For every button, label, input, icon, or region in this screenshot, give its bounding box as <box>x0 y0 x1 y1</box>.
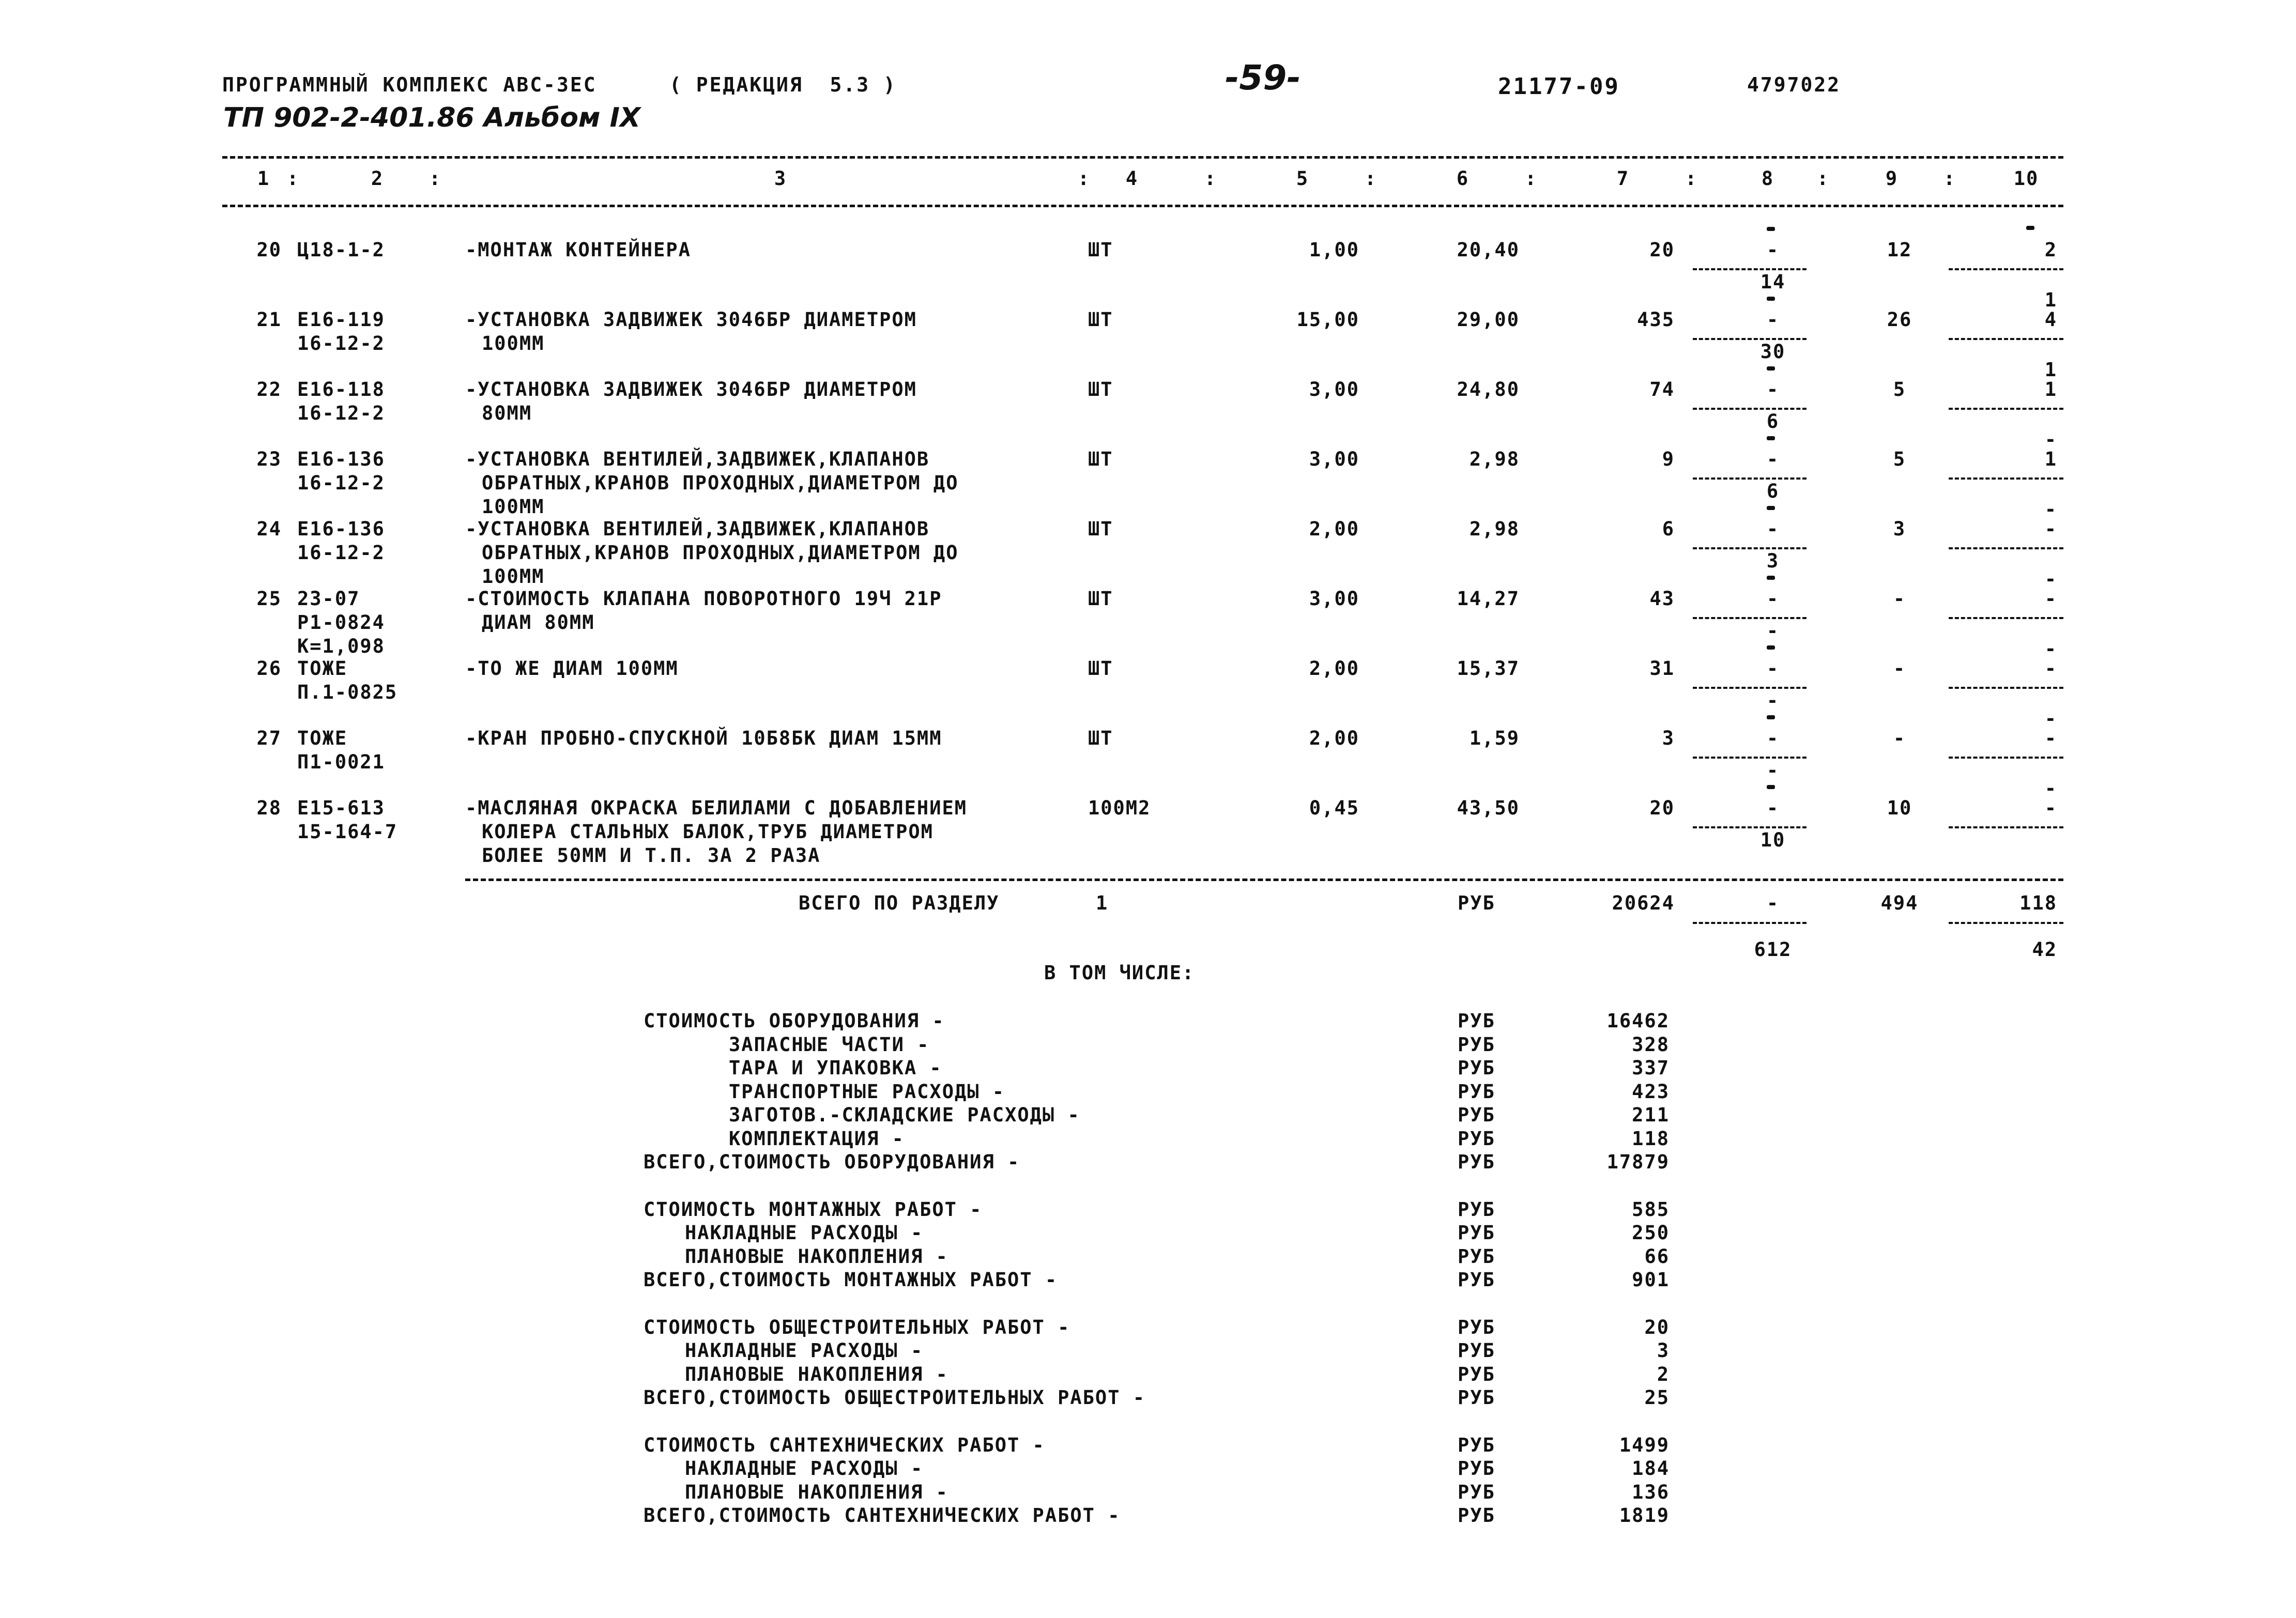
col9-value: 10 <box>1887 797 1912 819</box>
section-col10-rule <box>1949 922 2063 924</box>
col10-fraction-rule <box>1949 617 2063 619</box>
price-code: 16-12-2 <box>297 402 385 424</box>
col8-value: - <box>1766 727 1780 749</box>
quantity: 1,00 <box>1309 239 1359 261</box>
total-cost: 435 <box>1637 309 1675 331</box>
col8-value: - <box>1766 657 1780 680</box>
section-col8-sub-value: 612 <box>1754 938 1792 961</box>
total-cost: 20 <box>1649 239 1675 261</box>
unit: ШТ <box>1088 309 1113 331</box>
unit-price: 2,98 <box>1469 448 1520 470</box>
col8-sub-value: 6 <box>1766 410 1780 433</box>
cell-marker <box>1767 227 1775 231</box>
col10-value: 1 <box>2044 378 2057 400</box>
col10-value: - <box>2044 657 2057 680</box>
total-cost: 20 <box>1649 797 1675 819</box>
cell-marker <box>1767 297 1775 301</box>
quantity: 3,00 <box>1309 378 1359 400</box>
summary-unit: РУБ <box>1458 1057 1495 1079</box>
unit-price: 20,40 <box>1457 239 1520 261</box>
cell-marker <box>1767 436 1775 440</box>
column-separator: : <box>1365 167 1377 190</box>
col10-fraction-rule <box>1949 687 2063 689</box>
col8-value: - <box>1766 448 1780 470</box>
price-code: 23-07 <box>297 588 360 610</box>
summary-value: 20 <box>1644 1316 1670 1338</box>
column-header-9: 9 <box>1885 167 1899 190</box>
col8-value: - <box>1766 797 1780 819</box>
cell-marker <box>1767 576 1775 580</box>
cell-marker <box>1767 715 1775 719</box>
total-cost: 43 <box>1649 588 1675 610</box>
section-total-rule <box>465 879 2063 881</box>
work-name: ДИАМ 80ММ <box>482 611 595 634</box>
unit-price: 2,98 <box>1469 518 1520 540</box>
price-code: П.1-0825 <box>297 681 398 703</box>
unit: ШТ <box>1088 727 1113 749</box>
page-number: -59- <box>1225 58 1301 98</box>
summary-value: 25 <box>1644 1386 1670 1409</box>
col10-top-value: - <box>2044 707 2057 730</box>
summary-value: 1819 <box>1619 1504 1670 1527</box>
price-code: Е16-136 <box>297 448 385 470</box>
column-separator: : <box>1078 167 1091 190</box>
work-name: 80ММ <box>482 402 532 424</box>
unit-price: 24,80 <box>1457 378 1520 400</box>
summary-label: НАКЛАДНЫЕ РАСХОДЫ - <box>685 1457 924 1480</box>
col10-fraction-rule <box>1949 826 2063 828</box>
column-separator: : <box>287 167 300 190</box>
price-code: ТОЖЕ <box>297 657 348 680</box>
col8-sub-value: 3 <box>1766 550 1780 572</box>
summary-label: ВСЕГО,СТОИМОСТЬ САНТЕХНИЧЕСКИХ РАБОТ - <box>644 1504 1121 1527</box>
col10-value: - <box>2044 727 2057 749</box>
row-number: 23 <box>256 448 282 470</box>
summary-value: 16462 <box>1606 1010 1670 1032</box>
summary-unit: РУБ <box>1458 1457 1495 1480</box>
cell-marker <box>1767 785 1775 789</box>
work-name: КОЛЕРА СТАЛЬНЫХ БАЛОК,ТРУБ ДИАМЕТРОМ <box>482 821 933 843</box>
col9-value: 5 <box>1893 448 1906 470</box>
col10-top-value: - <box>2044 568 2057 590</box>
section-total-unit: РУБ <box>1458 892 1495 914</box>
work-name: -КРАН ПРОБНО-СПУСКНОЙ 10Б8БК ДИАМ 15ММ <box>465 727 942 749</box>
unit-price: 43,50 <box>1457 797 1520 819</box>
row-number: 26 <box>256 657 282 680</box>
col10-fraction-rule <box>1949 268 2063 270</box>
summary-value: 337 <box>1632 1057 1670 1079</box>
summary-unit: РУБ <box>1458 1222 1495 1244</box>
price-code: Е16-136 <box>297 518 385 540</box>
summary-unit: РУБ <box>1458 1316 1495 1338</box>
unit: ШТ <box>1088 239 1113 261</box>
col9-value: 26 <box>1887 309 1912 331</box>
summary-value: 118 <box>1632 1127 1670 1150</box>
summary-unit: РУБ <box>1458 1434 1495 1456</box>
quantity: 2,00 <box>1309 518 1359 540</box>
row-number: 24 <box>256 518 282 540</box>
col8-sub-value: 14 <box>1760 271 1786 293</box>
quantity: 2,00 <box>1309 727 1359 749</box>
price-code: Е15-613 <box>297 797 385 819</box>
price-code: Р1-0824 <box>297 611 385 634</box>
price-code: Е16-119 <box>297 309 385 331</box>
col10-top-value: 1 <box>2044 289 2057 311</box>
column-header-6: 6 <box>1456 167 1470 190</box>
summary-unit: РУБ <box>1458 1245 1495 1268</box>
summary-label: НАКЛАДНЫЕ РАСХОДЫ - <box>685 1222 924 1244</box>
col10-fraction-rule <box>1949 757 2063 759</box>
section-col10-value: 118 <box>2019 892 2057 914</box>
col9-value: 12 <box>1887 239 1912 261</box>
column-separator: : <box>1943 167 1956 190</box>
summary-label: СТОИМОСТЬ ОБОРУДОВАНИЯ - <box>644 1010 945 1032</box>
summary-label: СТОИМОСТЬ САНТЕХНИЧЕСКИХ РАБОТ - <box>644 1434 1045 1456</box>
col10-fraction-rule <box>1949 547 2063 549</box>
summary-unit: РУБ <box>1458 1033 1495 1056</box>
cell-marker <box>1767 645 1775 650</box>
unit-price: 1,59 <box>1469 727 1520 749</box>
section-total-label: ВСЕГО ПО РАЗДЕЛУ <box>799 892 1000 914</box>
column-header-7: 7 <box>1616 167 1630 190</box>
col8-value: - <box>1766 309 1780 331</box>
unit: ШТ <box>1088 657 1113 680</box>
col10-value: 1 <box>2044 448 2057 470</box>
document-code: 21177-09 <box>1498 73 1620 100</box>
cell-marker <box>1767 506 1775 510</box>
work-name: -СТОИМОСТЬ КЛАПАНА ПОВОРОТНОГО 19Ч 21Р <box>465 588 942 610</box>
program-name: ПРОГРАММНЫЙ КОМПЛЕКС АВС-3ЕС <box>222 73 597 96</box>
col9-value: - <box>1893 727 1906 749</box>
summary-value: 901 <box>1632 1269 1670 1291</box>
column-separator: : <box>1685 167 1698 190</box>
unit-price: 14,27 <box>1457 588 1520 610</box>
summary-value: 2 <box>1657 1363 1670 1385</box>
price-code: П1-0021 <box>297 751 385 773</box>
summary-value: 3 <box>1657 1339 1670 1362</box>
document-number: 4797022 <box>1747 73 1841 96</box>
total-cost: 9 <box>1662 448 1675 470</box>
unit: ШТ <box>1088 518 1113 540</box>
summary-value: 184 <box>1632 1457 1670 1480</box>
summary-unit: РУБ <box>1458 1481 1495 1503</box>
summary-unit: РУБ <box>1458 1104 1495 1126</box>
column-header-8: 8 <box>1761 167 1774 190</box>
summary-value: 211 <box>1632 1104 1670 1126</box>
summary-label: ПЛАНОВЫЕ НАКОПЛЕНИЯ - <box>685 1245 948 1268</box>
summary-label: ТРАНСПОРТНЫЕ РАСХОДЫ - <box>729 1080 1005 1103</box>
summary-unit: РУБ <box>1458 1363 1495 1385</box>
summary-label: ПЛАНОВЫЕ НАКОПЛЕНИЯ - <box>685 1481 948 1503</box>
column-separator: : <box>1817 167 1830 190</box>
unit-price: 29,00 <box>1457 309 1520 331</box>
section-total-amount: 20624 <box>1612 892 1675 914</box>
work-name: -МАСЛЯНАЯ ОКРАСКА БЕЛИЛАМИ С ДОБАВЛЕНИЕМ <box>465 797 968 819</box>
col10-top-value: - <box>2044 777 2057 799</box>
summary-label: ТАРА И УПАКОВКА - <box>729 1057 942 1079</box>
row-number: 21 <box>256 309 282 331</box>
col10-fraction-rule <box>1949 408 2063 410</box>
summary-value: 423 <box>1632 1080 1670 1103</box>
price-code: 16-12-2 <box>297 332 385 355</box>
row-number: 22 <box>256 378 282 400</box>
column-separator: : <box>1525 167 1538 190</box>
summary-value: 585 <box>1632 1198 1670 1221</box>
work-name: ОБРАТНЫХ,КРАНОВ ПРОХОДНЫХ,ДИАМЕТРОМ ДО <box>482 542 959 564</box>
col10-value: - <box>2044 518 2057 540</box>
price-code: 16-12-2 <box>297 542 385 564</box>
section-number: 1 <box>1096 892 1109 914</box>
quantity: 2,00 <box>1309 657 1359 680</box>
col9-value: 5 <box>1893 378 1906 400</box>
summary-unit: РУБ <box>1458 1127 1495 1150</box>
column-header-1: 1 <box>257 167 270 190</box>
col10-top-value: - <box>2044 638 2057 660</box>
col10-value: 4 <box>2044 309 2057 331</box>
row-number: 25 <box>256 588 282 610</box>
col8-value: - <box>1766 239 1780 261</box>
summary-unit: РУБ <box>1458 1198 1495 1221</box>
col9-value: - <box>1893 657 1906 680</box>
work-name: -ТО ЖЕ ДИАМ 100ММ <box>465 657 679 680</box>
summary-unit: РУБ <box>1458 1010 1495 1032</box>
header-rule-bottom <box>222 205 2063 207</box>
column-header-2: 2 <box>371 167 384 190</box>
col10-fraction-rule <box>1949 477 2063 480</box>
price-code: Ц18-1-2 <box>297 239 385 261</box>
col8-value: - <box>1766 588 1780 610</box>
total-cost: 31 <box>1649 657 1675 680</box>
work-name: -УСТАНОВКА ЗАДВИЖЕК 3046БР ДИАМЕТРОМ <box>465 309 917 331</box>
work-name: -УСТАНОВКА ВЕНТИЛЕЙ,ЗАДВИЖЕК,КЛАПАНОВ <box>465 518 930 540</box>
summary-unit: РУБ <box>1458 1269 1495 1291</box>
col10-top-value: 1 <box>2044 359 2057 381</box>
total-cost: 74 <box>1649 378 1675 400</box>
unit: ШТ <box>1088 378 1113 400</box>
summary-value: 1499 <box>1619 1434 1670 1456</box>
header-rule-top <box>222 156 2063 159</box>
work-name: -УСТАНОВКА ВЕНТИЛЕЙ,ЗАДВИЖЕК,КЛАПАНОВ <box>465 448 930 470</box>
summary-label: ВСЕГО,СТОИМОСТЬ МОНТАЖНЫХ РАБОТ - <box>644 1269 1058 1291</box>
summary-unit: РУБ <box>1458 1151 1495 1173</box>
total-cost: 3 <box>1662 727 1675 749</box>
work-name: 100ММ <box>482 332 545 355</box>
column-header-10: 10 <box>2013 167 2039 190</box>
work-name: ОБРАТНЫХ,КРАНОВ ПРОХОДНЫХ,ДИАМЕТРОМ ДО <box>482 472 959 494</box>
col8-sub-value: - <box>1766 620 1780 642</box>
work-name: БОЛЕЕ 50ММ И Т.П. ЗА 2 РАЗА <box>482 844 821 867</box>
summary-value: 66 <box>1644 1245 1670 1268</box>
col8-sub-value: 10 <box>1760 829 1786 851</box>
quantity: 0,45 <box>1309 797 1359 819</box>
section-col10-sub-value: 42 <box>2032 938 2057 961</box>
unit: ШТ <box>1088 448 1113 470</box>
summary-unit: РУБ <box>1458 1504 1495 1527</box>
work-name: 100ММ <box>482 496 545 518</box>
row-number: 27 <box>256 727 282 749</box>
summary-value: 250 <box>1632 1222 1670 1244</box>
row-number: 20 <box>256 239 282 261</box>
summary-label: ЗАГОТОВ.-СКЛАДСКИЕ РАСХОДЫ - <box>729 1104 1080 1126</box>
column-header-4: 4 <box>1125 167 1139 190</box>
col10-value: 2 <box>2044 239 2057 261</box>
col10-fraction-rule <box>1949 338 2063 340</box>
summary-label: НАКЛАДНЫЕ РАСХОДЫ - <box>685 1339 924 1362</box>
summary-label: КОМПЛЕКТАЦИЯ - <box>729 1127 905 1150</box>
quantity: 3,00 <box>1309 588 1359 610</box>
col10-top-value: - <box>2044 498 2057 520</box>
col10-value: - <box>2044 797 2057 819</box>
cell-marker <box>2026 226 2034 230</box>
col8-value: - <box>1766 518 1780 540</box>
col9-value: 3 <box>1893 518 1906 540</box>
summary-label: СТОИМОСТЬ МОНТАЖНЫХ РАБОТ - <box>644 1198 983 1221</box>
col10-value: - <box>2044 588 2057 610</box>
total-cost: 6 <box>1662 518 1675 540</box>
col8-value: - <box>1766 378 1780 400</box>
price-code: 15-164-7 <box>297 821 398 843</box>
summary-value: 136 <box>1632 1481 1670 1503</box>
revision-label: ( РЕДАКЦИЯ 5.3 ) <box>669 73 897 96</box>
summary-label: СТОИМОСТЬ ОБЩЕСТРОИТЕЛЬНЫХ РАБОТ - <box>644 1316 1070 1338</box>
summary-unit: РУБ <box>1458 1386 1495 1409</box>
column-header-5: 5 <box>1296 167 1309 190</box>
col9-value: - <box>1893 588 1906 610</box>
work-name: -МОНТАЖ КОНТЕЙНЕРА <box>465 239 691 261</box>
unit: 100М2 <box>1088 797 1151 819</box>
work-name: 100ММ <box>482 565 545 588</box>
price-code: 16-12-2 <box>297 472 385 494</box>
price-code: ТОЖЕ <box>297 727 348 749</box>
cell-marker <box>1767 366 1775 371</box>
section-col8-rule <box>1693 922 1807 924</box>
work-name: -УСТАНОВКА ЗАДВИЖЕК 3046БР ДИАМЕТРОМ <box>465 378 917 400</box>
price-code: К=1,098 <box>297 635 385 657</box>
summary-label: ПЛАНОВЫЕ НАКОПЛЕНИЯ - <box>685 1363 948 1385</box>
col8-sub-value: 6 <box>1766 480 1780 502</box>
price-code: Е16-118 <box>297 378 385 400</box>
summary-label: ВСЕГО,СТОИМОСТЬ ОБОРУДОВАНИЯ - <box>644 1151 1020 1173</box>
col8-sub-value: 30 <box>1760 341 1786 363</box>
summary-value: 17879 <box>1606 1151 1670 1173</box>
unit: ШТ <box>1088 588 1113 610</box>
row-number: 28 <box>256 797 282 819</box>
quantity: 15,00 <box>1296 309 1359 331</box>
summary-label: ВСЕГО,СТОИМОСТЬ ОБЩЕСТРОИТЕЛЬНЫХ РАБОТ - <box>644 1386 1146 1409</box>
column-separator: : <box>1204 167 1217 190</box>
column-separator: : <box>429 167 442 190</box>
unit-price: 15,37 <box>1457 657 1520 680</box>
quantity: 3,00 <box>1309 448 1359 470</box>
summary-unit: РУБ <box>1458 1080 1495 1103</box>
section-col9-value: 494 <box>1880 892 1919 914</box>
col8-sub-value: - <box>1766 759 1780 781</box>
section-col8-value: - <box>1766 892 1780 914</box>
including-heading: В ТОМ ЧИСЛЕ: <box>1044 962 1195 984</box>
summary-unit: РУБ <box>1458 1339 1495 1362</box>
col8-sub-value: - <box>1766 689 1780 712</box>
col10-top-value: - <box>2044 428 2057 451</box>
summary-value: 328 <box>1632 1033 1670 1056</box>
handwritten-album-note: ТП 902-2-401.86 Альбом IX <box>223 102 641 133</box>
summary-label: ЗАПАСНЫЕ ЧАСТИ - <box>729 1033 930 1056</box>
column-header-3: 3 <box>774 167 787 190</box>
